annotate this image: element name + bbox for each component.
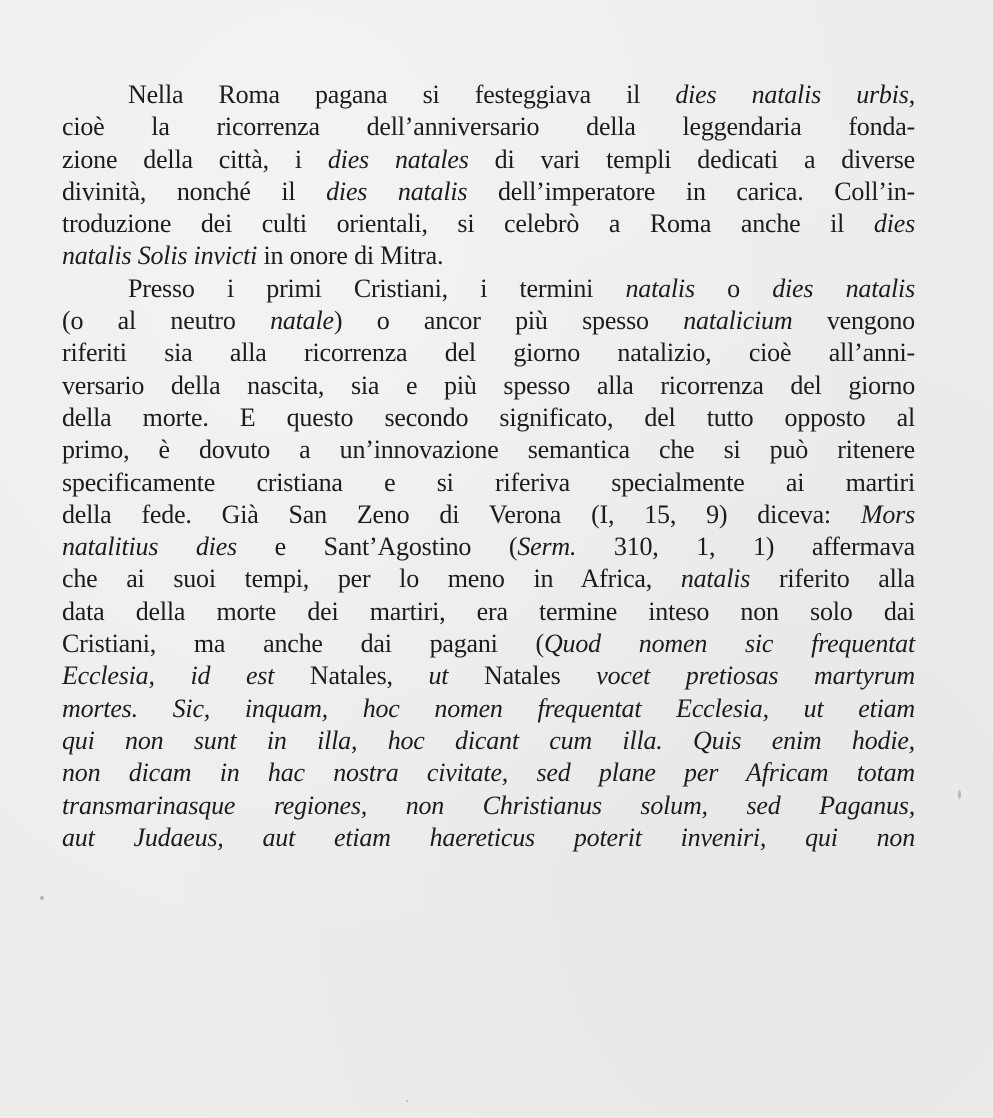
paragraph: [62, 79, 915, 273]
text-line: [62, 725, 915, 757]
text-line: [62, 499, 915, 531]
roman-text: Natales,: [274, 661, 429, 691]
roman-text: divinità, nonché il: [62, 176, 327, 206]
roman-text: della morte. E questo secondo significato, del tutto opposto al: [62, 402, 915, 432]
text-line: [62, 111, 915, 143]
roman-text: specificamente cristiana e si riferiva specialmente ai martiri: [62, 467, 915, 497]
text-line: [62, 273, 915, 305]
text-line: [62, 596, 915, 628]
text-line: [62, 176, 915, 208]
italic-text: mortes. Sic, inquam, hoc nomen frequentat Ecclesia, ut etiam: [62, 693, 915, 723]
paper-speck: [406, 1100, 408, 1102]
roman-text: che ai suoi tempi, per lo meno in Africa,: [62, 564, 681, 594]
text-line: [62, 144, 915, 176]
italic-text: vocet pretiosas martyrum: [596, 661, 915, 691]
text-line: [62, 79, 915, 111]
text-line: [62, 402, 915, 434]
roman-text: troduzione dei culti orientali, si celebrò a Roma anche il: [62, 209, 874, 239]
roman-text: vengono: [792, 306, 915, 336]
text-line: [62, 305, 915, 337]
italic-text: natalis: [625, 273, 695, 303]
italic-text: natalis Solis invicti: [62, 241, 258, 271]
roman-text: primo, è dovuto a un’innovazione semantica che si può ritenere: [62, 435, 915, 465]
roman-text: Presso i primi Cristiani, i termini: [128, 273, 626, 303]
roman-text: Nella Roma pagana si festeggiava il: [128, 80, 676, 109]
italic-text: natalitius dies: [62, 532, 237, 562]
italic-text: natalis: [680, 564, 751, 594]
text-line: [62, 531, 915, 563]
roman-text: Cristiani, ma anche dai pagani (: [62, 629, 544, 659]
roman-text: ,: [908, 80, 915, 109]
italic-text: Quod nomen sic frequentat: [543, 629, 915, 659]
roman-text: in onore di Mitra.: [257, 241, 444, 271]
text-line: [62, 434, 915, 466]
roman-text: 310, 1, 1) affermava: [576, 532, 915, 562]
text-line: [62, 467, 915, 499]
italic-text: natalicium: [683, 306, 793, 336]
text-line: [62, 370, 915, 402]
roman-text: cioè la ricorrenza dell’anniversario della leggendaria fonda-: [62, 112, 915, 142]
roman-text: (o al neutro: [62, 306, 271, 336]
roman-text: dell’imperatore in carica. Coll’in-: [467, 176, 915, 206]
roman-text: di vari templi dedicati a diverse: [468, 144, 915, 174]
italic-text: qui non sunt in illa, hoc dicant cum illa. Quis enim hodie,: [62, 725, 915, 755]
italic-text: dies natales: [327, 144, 469, 174]
text-line: [62, 337, 915, 369]
paragraph: [62, 273, 915, 854]
text-line: [62, 563, 915, 595]
italic-text: Serm.: [517, 532, 577, 562]
italic-text: transmarinasque regiones, non Christianus solum, sed Paganus,: [62, 790, 915, 820]
roman-text: riferiti sia alla ricorrenza del giorno natalizio, cioè all’anni-: [62, 338, 915, 368]
text-line: [62, 208, 915, 240]
italic-text: dies natalis: [772, 273, 915, 303]
text-line: [62, 693, 915, 725]
italic-text: dies: [873, 209, 915, 239]
text-line: [62, 240, 915, 272]
text-line: [62, 660, 915, 692]
italic-text: Mors: [860, 499, 915, 529]
paper-speck: [958, 790, 961, 799]
roman-text: data della morte dei martiri, era termine inteso non solo dai: [62, 596, 915, 626]
paper-speck: [40, 896, 44, 900]
italic-text: Ecclesia, id est: [62, 661, 275, 691]
roman-text: o: [694, 273, 773, 303]
text-line: [62, 628, 915, 660]
italic-text: dies natalis: [326, 176, 468, 206]
text-line: [62, 790, 915, 822]
roman-text: ) o ancor più spesso: [333, 306, 684, 336]
text-line: [62, 822, 915, 854]
roman-text: versario della nascita, sia e più spesso alla ricorrenza del giorno: [62, 370, 915, 400]
italic-text: aut Judaeus, aut etiam haereticus poterit inveniri, qui non: [62, 822, 915, 852]
roman-text: Natales: [448, 661, 597, 691]
italic-text: dies natalis urbis: [675, 80, 909, 109]
body-text: [62, 79, 915, 854]
italic-text: non dicam in hac nostra civitate, sed plane per Africam totam: [62, 758, 915, 788]
text-line: [62, 757, 915, 789]
roman-text: della fede. Già San Zeno di Verona (I, 15, 9) diceva:: [62, 499, 861, 529]
italic-text: ut: [428, 661, 449, 691]
roman-text: riferito alla: [750, 564, 915, 594]
italic-text: natale: [270, 306, 334, 336]
roman-text: zione della città, i: [62, 144, 328, 174]
roman-text: e Sant’Agostino (: [236, 532, 518, 562]
